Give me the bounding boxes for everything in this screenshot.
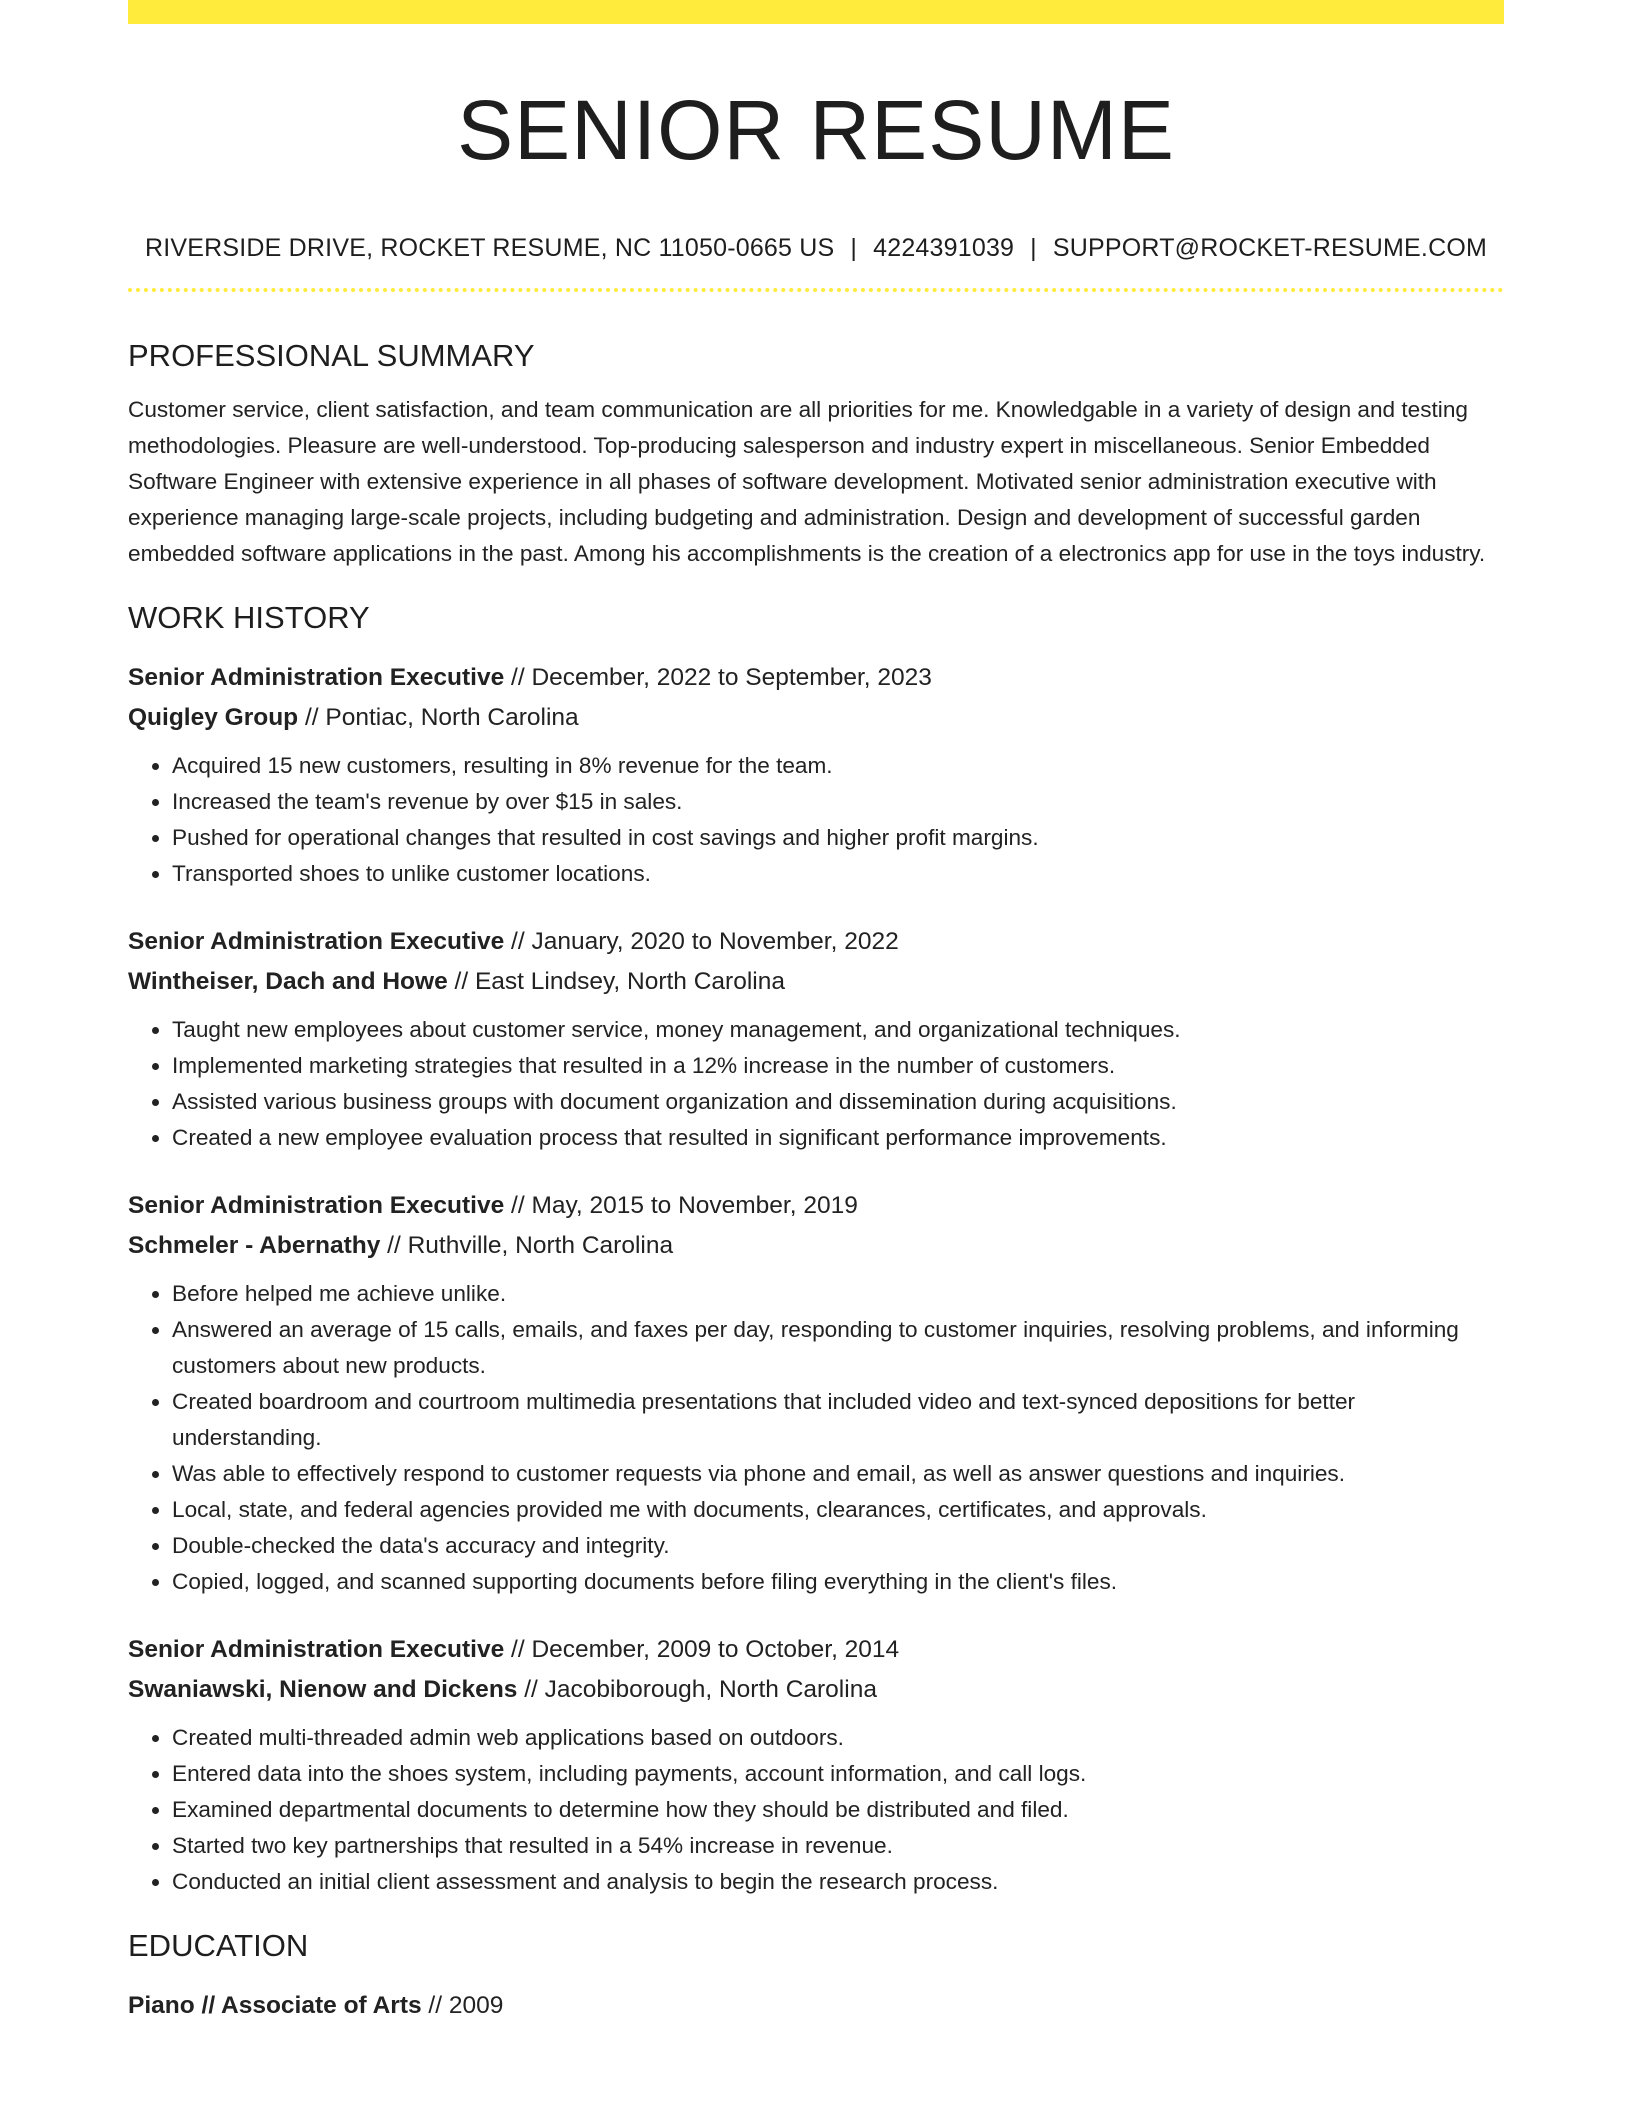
job-bullet: • Transported shoes to unlike customer locations. [172,856,1504,892]
job-location: // Pontiac, North Carolina [298,704,579,731]
contact-address: RIVERSIDE DRIVE, ROCKET RESUME, NC 11050-0665 US [144,234,835,262]
job-bullet: • Before helped me achieve unlike. [172,1276,1504,1312]
contact-line [128,232,1504,264]
job-bullet: • Started two key partnerships that resulted in a 54% increase in revenue. [172,1828,1504,1864]
job-title: Senior Administration Executive [128,1636,505,1663]
education-degree: Piano // Associate of Arts [128,1992,422,2019]
job-bullet: • Pushed for operational changes that resulted in cost savings and higher profit margins. [172,820,1504,856]
summary-text: Customer service, client satisfaction, and team communication are all priorities for me. Knowledgable in a variety of design and testing methodologies. Pleasure are well-understood. Top-producing salesperson and industry expert in miscellaneous. Senior Embedded Software Engineer with extensive experience in all phases of software development. Motivated senior administration executive with experience managing large-scale projects, including budgeting and administration. Design and development of successful garden embedded software applications in the past. Among his accomplishments is the creation of a electronics app for use in the toys industry. [128,397,1486,566]
job-dates: // January, 2020 to November, 2022 [504,928,899,955]
job-company: Schmeler - Abernathy [128,1232,381,1259]
education-heading: EDUCATION [128,1928,309,1963]
job-company: Wintheiser, Dach and Howe [128,968,448,995]
resume-content [128,0,1504,2026]
job-entry [128,1630,1504,1900]
resume-title: SENIOR RESUME [457,83,1175,177]
job-title-line [128,1630,1504,1670]
job-title: Senior Administration Executive [128,928,505,955]
job-bullet: • Taught new employees about customer service, money management, and organizational techniques. [172,1012,1504,1048]
job-company: Swaniawski, Nienow and Dickens [128,1676,518,1703]
job-company-line [128,698,1504,738]
dotted-divider [128,288,1504,292]
job-bullet: • Conducted an initial client assessment and analysis to begin the research process. [172,1864,1504,1900]
job-bullets [128,748,1504,892]
job-dates: // May, 2015 to November, 2019 [504,1192,858,1219]
job-bullet: • Answered an average of 15 calls, emails, and faxes per day, responding to customer inquiries, resolving problems, and informing customers about new products. [172,1312,1504,1384]
job-bullet: • Entered data into the shoes system, including payments, account information, and call logs. [172,1756,1504,1792]
job-location: // Jacobiborough, North Carolina [517,1676,877,1703]
job-entry [128,922,1504,1156]
contact-separator: | [850,234,858,262]
work-history-list [128,658,1504,1900]
job-bullet: • Increased the team's revenue by over $15 in sales. [172,784,1504,820]
summary-heading: PROFESSIONAL SUMMARY [128,338,535,373]
job-dates: // December, 2009 to October, 2014 [504,1636,900,1663]
job-title: Senior Administration Executive [128,1192,505,1219]
job-bullet: • Acquired 15 new customers, resulting in 8% revenue for the team. [172,748,1504,784]
job-title-line [128,922,1504,962]
education-list [128,1986,1504,2026]
education-year: // 2009 [421,1992,504,2019]
job-location: // Ruthville, North Carolina [380,1232,674,1259]
job-bullet: • Created boardroom and courtroom multimedia presentations that included video and text-synced depositions for better understanding. [172,1384,1504,1456]
job-location: // East Lindsey, North Carolina [447,968,785,995]
job-bullet: • Local, state, and federal agencies provided me with documents, clearances, certificates, and approvals. [172,1492,1504,1528]
contact-phone: 4224391039 [873,234,1015,262]
job-entry [128,1186,1504,1600]
job-bullet: • Was able to effectively respond to customer requests via phone and email, as well as answer questions and inquiries. [172,1456,1504,1492]
job-dates: // December, 2022 to September, 2023 [504,664,932,691]
work-history-heading: WORK HISTORY [128,600,370,635]
job-bullet: • Assisted various business groups with document organization and dissemination during acquisitions. [172,1084,1504,1120]
job-bullet: • Created multi-threaded admin web applications based on outdoors. [172,1720,1504,1756]
job-bullet: • Implemented marketing strategies that resulted in a 12% increase in the number of customers. [172,1048,1504,1084]
job-bullet: • Created a new employee evaluation process that resulted in significant performance improvements. [172,1120,1504,1156]
job-bullets [128,1276,1504,1600]
contact-separator: | [1030,234,1037,262]
job-entry [128,658,1504,892]
job-title-line [128,658,1504,698]
job-bullets [128,1012,1504,1156]
contact-email: SUPPORT@ROCKET-RESUME.COM [1052,234,1488,262]
job-title-line [128,1186,1504,1226]
job-bullet: • Double-checked the data's accuracy and integrity. [172,1528,1504,1564]
job-company: Quigley Group [128,704,299,731]
education-entry [128,1986,1504,2026]
job-bullets [128,1720,1504,1900]
job-title: Senior Administration Executive [128,664,505,691]
job-company-line [128,1670,1504,1710]
job-bullet: • Examined departmental documents to determine how they should be distributed and filed. [172,1792,1504,1828]
job-company-line [128,962,1504,1002]
job-bullet: • Copied, logged, and scanned supporting documents before filing everything in the client's files. [172,1564,1504,1600]
job-company-line [128,1226,1504,1266]
